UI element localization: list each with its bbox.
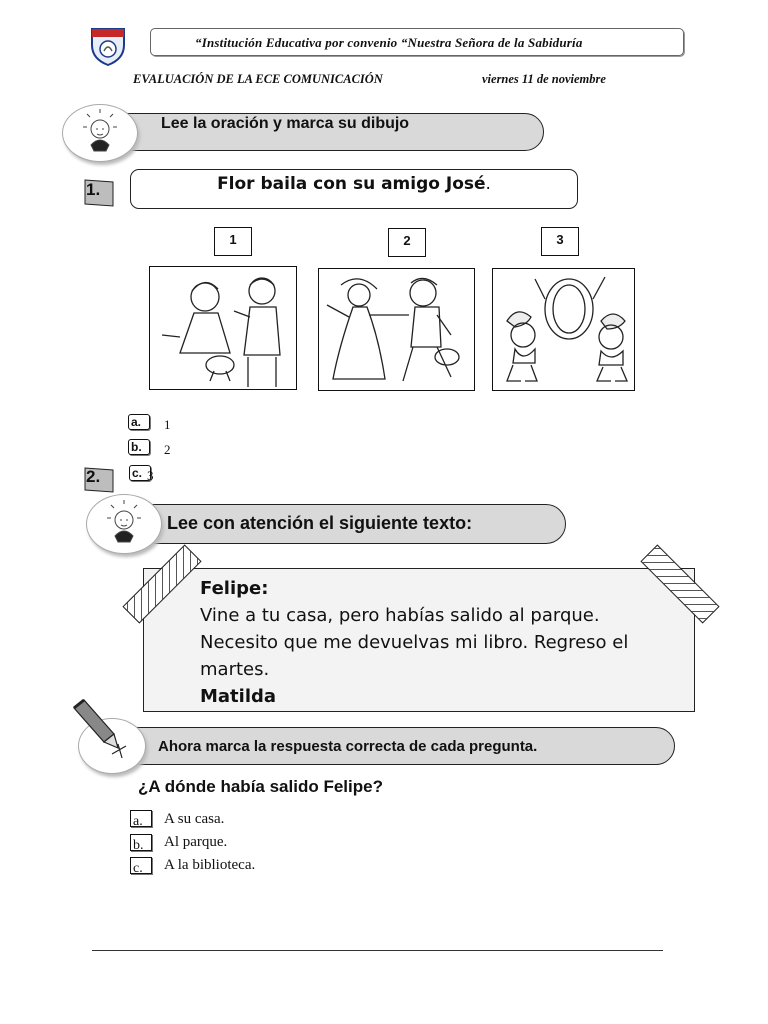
section3-banner-label: Ahora marca la respuesta correcta de cada pregunta. [158,738,538,755]
thinking-child-icon [86,494,162,554]
question2-number: 2. [86,467,101,486]
evaluation-date: viernes 11 de noviembre [482,72,606,86]
option-a-label: 1 [164,417,171,432]
picture-number-1: 1 [214,227,252,256]
note-line-1: Vine a tu casa, pero habías salido al parque. [200,605,600,626]
answer-b-checkbox[interactable]: b. [130,834,152,851]
thinking-child-icon [62,104,138,162]
picture-couple-dancing[interactable] [318,268,475,391]
answer-c-checkbox[interactable]: c. [130,857,152,874]
option-b-label: 2 [164,442,171,457]
question-number-tag [84,466,114,494]
option-b-checkbox[interactable]: b. [128,439,150,455]
note-line-3: martes. [200,659,270,680]
note-signature: Matilda [200,686,277,707]
sentence-text: Flor baila con su amigo José [217,174,486,194]
footer-divider [92,950,663,951]
note-line-2: Necesito que me devuelvas mi libro. Regreso el [200,632,629,653]
note-greeting: Felipe: [200,578,269,599]
answer-c-label: A la biblioteca. [164,857,256,873]
picture-smurfs-drum[interactable] [492,268,635,391]
option-c-checkbox[interactable]: c. [129,465,151,481]
section3-banner [125,727,675,765]
school-crest-icon [90,25,126,67]
answer-a-checkbox[interactable]: a. [130,810,152,827]
picture-children-talking[interactable] [149,266,297,390]
answer-b-label: Al parque. [164,834,228,850]
sentence-period: . [485,174,491,194]
institution-name: “Institución Educativa por convenio “Nuestra Señora de la Sabiduría [195,35,583,50]
sentence-box [130,169,578,209]
picture-number-2: 2 [388,228,426,257]
option-c-label: 3 [147,468,154,483]
evaluation-title: EVALUACIÓN DE LA ECE COMUNICACIÓN [133,72,383,86]
section2-banner [118,504,566,544]
question1-number: 1. [86,180,101,199]
message-note [143,568,695,712]
question-number-tag [84,178,114,208]
pencil-icon [68,698,148,770]
section1-banner [118,113,544,151]
question3-text: ¿A dónde había salido Felipe? [138,777,383,796]
option-a-checkbox[interactable]: a. [128,414,150,430]
answer-a-label: A su casa. [164,811,225,827]
section1-banner-label: Lee la oración y marca su dibujo [161,115,410,132]
picture-number-3: 3 [541,227,579,256]
section2-banner-label: Lee con atención el siguiente texto: [167,513,473,533]
